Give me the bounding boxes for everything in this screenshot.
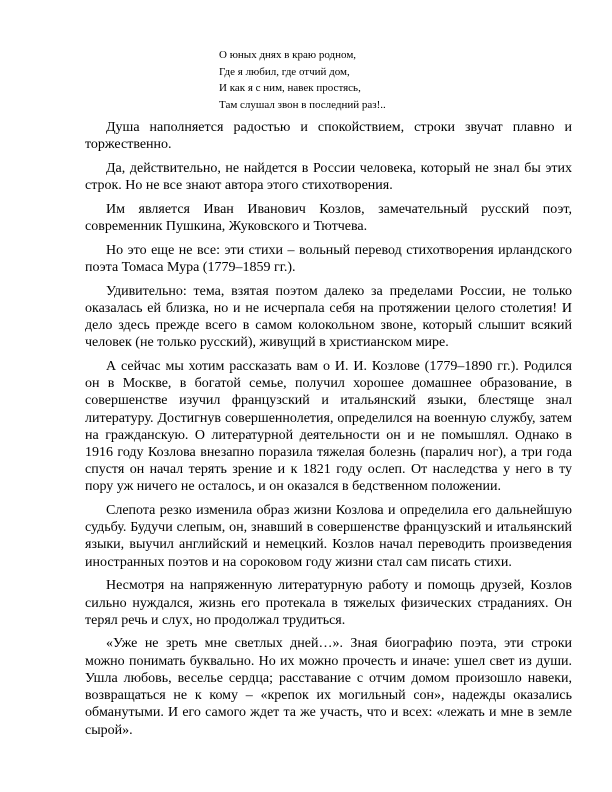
poem-line: Там слушал звон в последний раз!.. bbox=[219, 98, 386, 111]
paragraph: А сейчас мы хотим рассказать вам о И. И. Козлове (1779–1890 гг.). Родился он в Москве, в богатой семье, получил хорошее домашнее образование, в совершенстве изучил французский и итальянский языки, блестяще знал литературу. Достигнув совершеннолетия, определился на военную службу, затем на гражданскую. О литературной деятельности он и не помышлял. Однако в 1916 году Козлова внезапно поразила тяжелая болезнь (паралич ног), а три года спустя он начал терять зрение и к 1821 году ослеп. От наследства у него в ту пору уж ничего не осталось, и он оказался в бедственном положении. bbox=[85, 358, 572, 495]
paragraph: Удивительно: тема, взятая поэтом далеко за пределами России, не только оказалась ей близка, но и не исчерпала себя на протяжении целого столетия! И дело здесь прежде всего в самом колокольном звоне, который слышит всякий человек (не только русский), живущий в христианском мире. bbox=[85, 283, 572, 351]
paragraph: Несмотря на напряженную литературную работу и помощь друзей, Козлов сильно нуждался, жизнь его протекала в тяжелых физических страданиях. Он терял речь и слух, но продолжал трудиться. bbox=[85, 578, 572, 628]
paragraph: «Уже не зреть мне светлых дней…». Зная биографию поэта, эти строки можно понимать буквально. Но их можно прочесть и иначе: ушел свет из души. Ушла любовь, веселье сердца; расставание с отчим домом произошло навеки, возвращаться не к кому – «крепок их могильный сон», надежды оказались обманутыми. И его самого ждет та же участь, что и всех: «лежать и мне в земле сырой». bbox=[85, 636, 572, 738]
paragraph: Душа наполняется радостью и спокойствием, строки звучат плавно и торжественно. bbox=[85, 120, 572, 153]
poem-line: И как я с ним, навек простясь, bbox=[219, 82, 361, 94]
poem-line: Где я любил, где отчий дом, bbox=[219, 65, 350, 78]
poem-line: О юных днях в краю родном, bbox=[219, 49, 357, 61]
paragraph: Слепота резко изменила образ жизни Козлова и определила его дальнейшую судьбу. Будучи слепым, он, знавший в совершенстве французский и итальянский языки, выучил английский и немецкий. Козлов начал переводить произведения иностранных поэтов и на сороковом году жизни стал сам писать стихи. bbox=[85, 503, 572, 570]
article-body bbox=[85, 119, 572, 745]
paragraph: Да, действительно, не найдется в России человека, который не знал бы этих строк. Но не все знают автора этого стихотворения. bbox=[85, 160, 572, 194]
poem-epigraph bbox=[219, 47, 519, 113]
paragraph: Но это еще не все: эти стихи – вольный перевод стихотворения ирландского поэта Томаса Мура (1779–1859 гг.). bbox=[85, 242, 572, 275]
paragraph: Им является Иван Иванович Козлов, замечательный русский поэт, современник Пушкина, Жуковского и Тютчева. bbox=[85, 201, 572, 235]
